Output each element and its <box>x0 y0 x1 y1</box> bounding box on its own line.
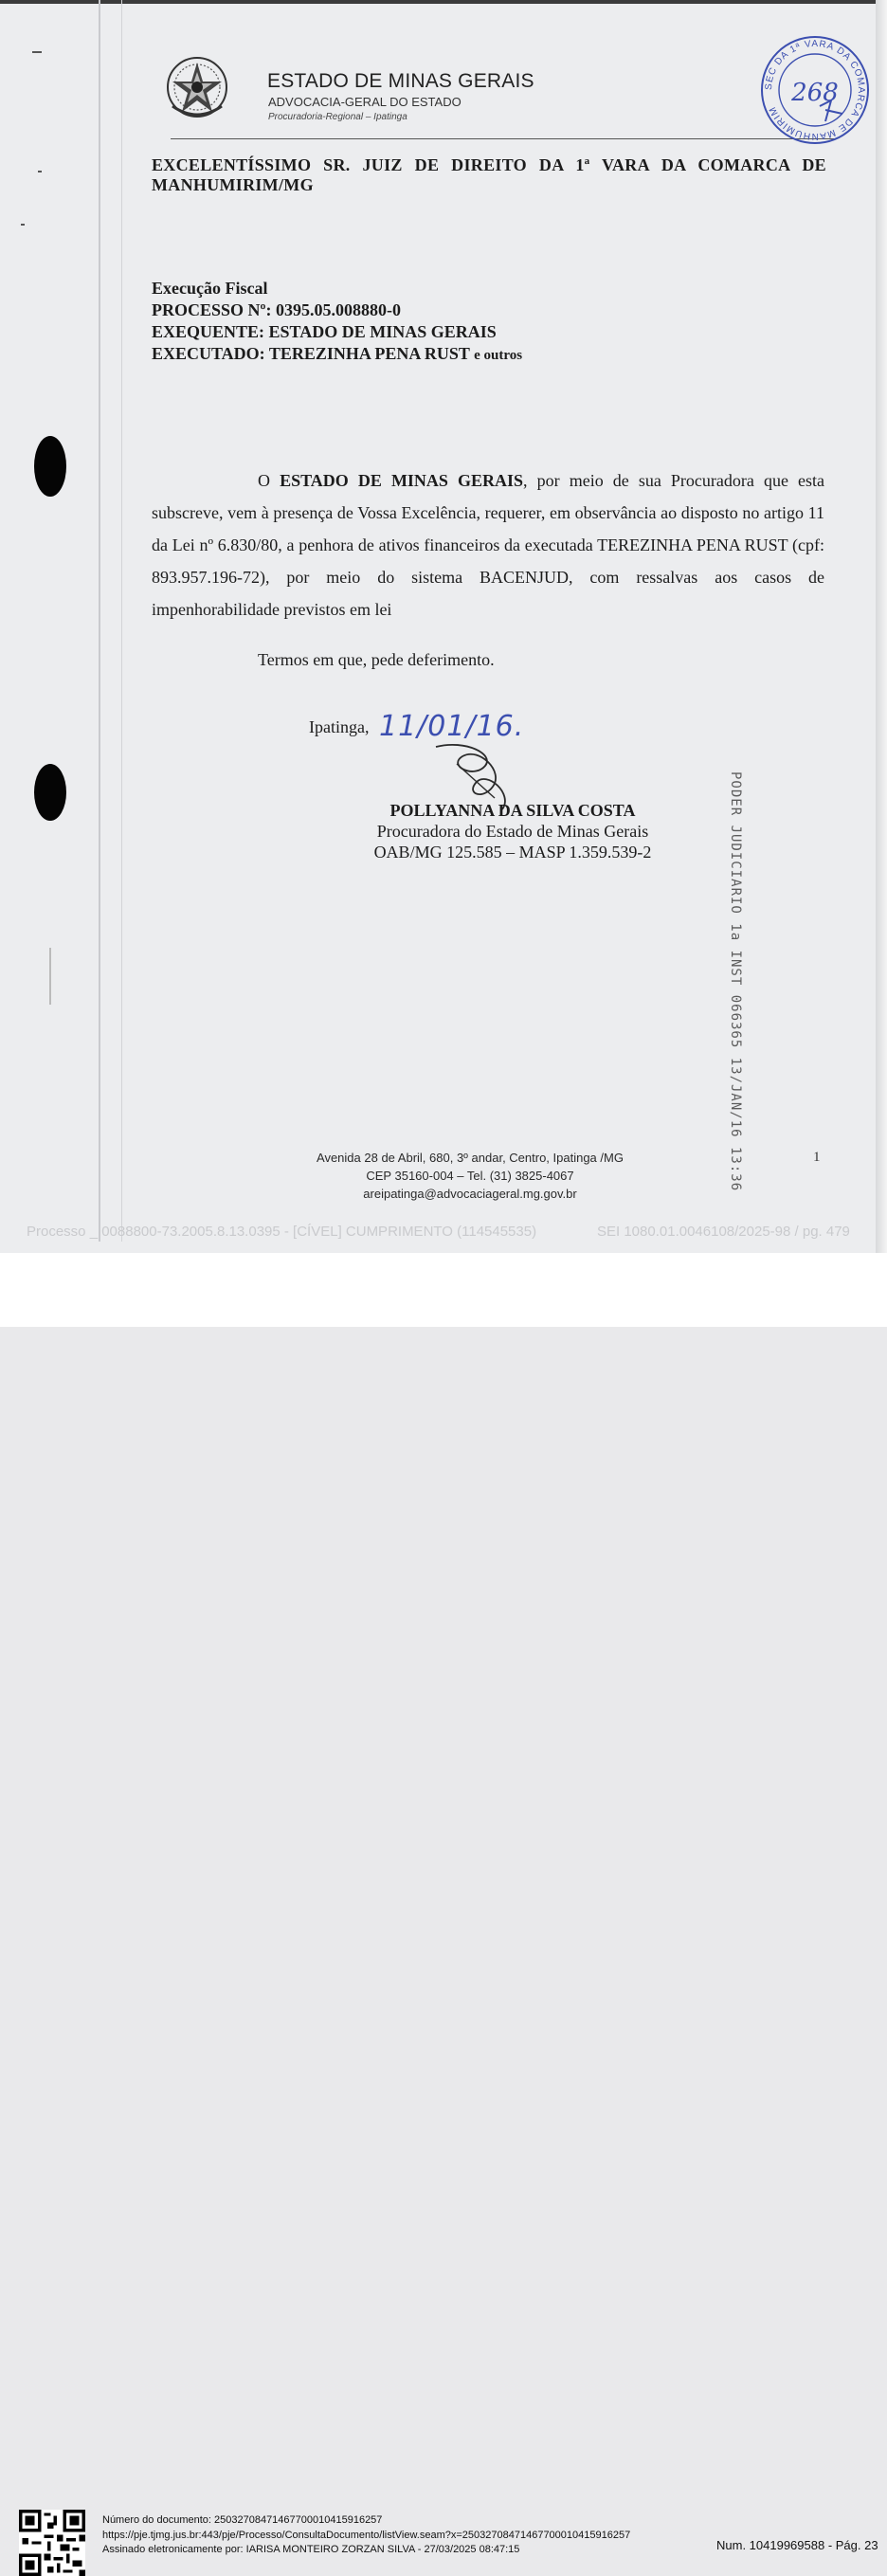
footer-address: Avenida 28 de Abril, 680, 3º andar, Centro, Ipatinga /MG <box>317 1151 624 1165</box>
scan-speck <box>32 51 42 53</box>
defendant-label: EXECUTADO: <box>152 344 265 363</box>
plaintiff-label: EXEQUENTE: <box>152 322 265 341</box>
defendant-suffix: e outros <box>474 348 523 363</box>
process-watermark <box>27 1224 864 1240</box>
closing-phrase: Termos em que, pede deferimento. <box>258 650 495 669</box>
qr-code-icon[interactable] <box>19 2510 85 2576</box>
court-seal-stamp-icon <box>759 34 871 146</box>
watermark-right: SEI 1080.01.0046108/2025-98 / pg. 479 <box>597 1224 850 1240</box>
signer-role: Procuradora do Estado de Minas Gerais <box>376 822 649 841</box>
binding-margin-line <box>99 0 100 1242</box>
process-label: PROCESSO Nº: <box>152 300 272 319</box>
case-type: Execução Fiscal <box>152 279 268 298</box>
watermark-left: Processo _ 0088800-73.2005.8.13.0395 - [CÍVEL] CUMPRIMENTO (114545535) <box>27 1224 537 1240</box>
signer-registration: OAB/MG 125.585 – MASP 1.359.539-2 <box>373 843 652 862</box>
footer-cep-phone: CEP 35160-004 – Tel. (31) 3825-4067 <box>366 1169 574 1183</box>
body-lead: O <box>258 471 270 490</box>
header-subtitle: ADVOCACIA-GERAL DO ESTADO <box>268 95 462 109</box>
addressee-heading: EXCELENTÍSSIMO SR. JUIZ DE DIREITO DA 1ª VARA DA COMARCA DE MANHUMIRIM/MG <box>152 155 826 194</box>
handwritten-date-text: 11/01/16. <box>379 710 525 743</box>
place-label: Ipatinga, <box>309 717 370 736</box>
signature-block <box>341 800 684 862</box>
defendant-name: TEREZINHA PENA RUST <box>268 344 470 363</box>
petition-body <box>152 464 824 626</box>
punch-hole-bottom <box>34 764 66 821</box>
body-text: , por meio de sua Procuradora que esta subscreve, vem à presença de Vossa Excelência, requerer, em observância ao disposto no artigo 11 da Lei nº 6.830/80, a penhora de ativos financeiros da executada TEREZINHA PENA RUST (cpf: 893.957.196-72), por meio do sistema BACENJUD, com ressalvas aos casos de impenhorabilidade previstos em lei <box>152 471 825 619</box>
page-right-edge <box>876 0 887 1253</box>
document-number: Número do documento: 25032708471467700010415916257 <box>102 2514 383 2526</box>
page-number: 1 <box>813 1150 821 1165</box>
header-title: ESTADO DE MINAS GERAIS <box>267 70 534 92</box>
case-process-line <box>152 299 522 321</box>
header-divider <box>171 138 834 139</box>
pje-footer-bar <box>0 1253 887 2555</box>
scan-speck <box>38 171 42 172</box>
seal-ring-text: SEC DA 1ª VARA DA COMARCA DE MANHUMIRIM <box>763 38 867 142</box>
num-page-label: Num. 10419969588 - Pág. 23 <box>716 2538 878 2552</box>
seal-page-number: 268 <box>791 79 839 107</box>
case-info <box>152 278 522 367</box>
footer-address-block <box>284 1149 656 1203</box>
case-defendant-line <box>152 343 522 367</box>
process-number: 0395.05.008880-0 <box>275 300 401 319</box>
scan-speck <box>21 224 25 226</box>
scan-speck <box>49 948 51 1005</box>
case-plaintiff-line <box>152 321 522 343</box>
punch-hole-top <box>34 436 66 497</box>
body-lead-bold: ESTADO DE MINAS GERAIS <box>280 471 524 490</box>
binding-margin-line-inner <box>121 0 122 1242</box>
page-top-edge <box>0 0 887 4</box>
footer-email: areipatinga@advocaciageral.mg.gov.br <box>363 1187 577 1201</box>
coat-of-arms-icon <box>165 55 229 121</box>
court-protocol-stamp: PODER JUDICIARIO 1a INST 066365 13/JAN/16 13:36 <box>728 771 743 1192</box>
electronic-signature-line: Assinado eletronicamente por: IARISA MONTEIRO ZORZAN SILVA - 27/03/2025 08:47:15 <box>102 2544 520 2555</box>
document-metadata <box>102 2513 630 2558</box>
document-url-link[interactable]: https://pje.tjmg.jus.br:443/pje/Processo/ConsultaDocumento/listView.seam?x=25032708471467700010415916257 <box>102 2529 631 2541</box>
plaintiff-name: ESTADO DE MINAS GERAIS <box>268 322 497 341</box>
document-page <box>0 0 887 1253</box>
signer-name: POLLYANNA DA SILVA COSTA <box>389 801 636 820</box>
header-office: Procuradoria-Regional – Ipatinga <box>268 112 407 122</box>
